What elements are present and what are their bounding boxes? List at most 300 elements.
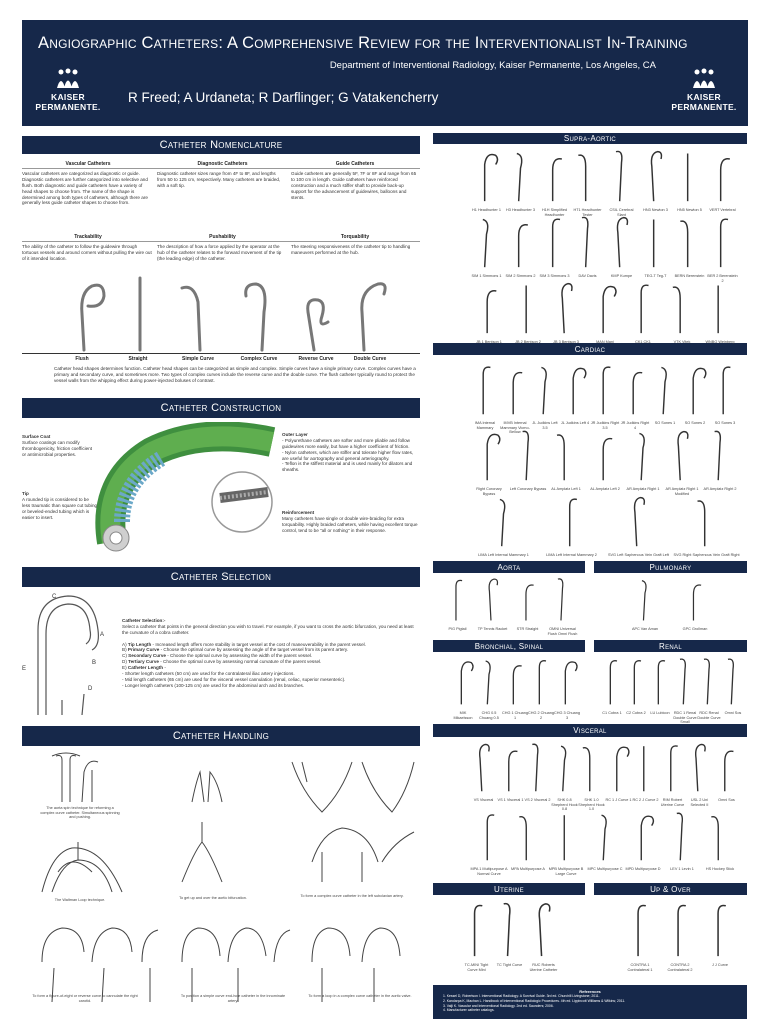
poster-header [22, 20, 748, 126]
catheter-item [470, 428, 508, 496]
catheter-shape-icon [475, 576, 510, 622]
catheter-label: C1 Cobra 1 [602, 711, 622, 715]
catheter-label: RUC Roberts Uterine Catheter [529, 963, 558, 972]
catheter-label: H3 Headhunter 3 [506, 208, 535, 212]
note-text: Many catheters have single or double wire-braiding for extra torquability. Highly braided catheters, while having excellent torque control, tend to be "all or nothing" in their response. [282, 515, 418, 533]
note-text: A rounded tip is considered to be less traumatic than square cut tubing or beveled-ended tubing which is easier to insert. [22, 496, 98, 520]
department: Department of Interventional Radiology, Kaiser Permanente, Los Angeles, CA [329, 60, 656, 71]
item-key: D) [122, 659, 127, 665]
catheter-item [673, 656, 697, 725]
catheter-item [605, 494, 672, 558]
shapes-text: Catheter head shapes determines function. Catheter head shapes can be categorized as simple and complex. Simple curves have a single primary curve. Complex curves have a primary and secondary curve, and sometimes more. Two types of complex curves include the reverse curve and the double curve. The flush catheter typically round to protect the vessel walls from the whipping effect during power-injected boluses of contrast. [54, 366, 416, 383]
catheter-label: VS Visceral [473, 798, 494, 802]
prop-heading: Trackability [74, 234, 102, 240]
catheter-shape-icon [686, 741, 713, 793]
catheter-label: VS 2 Visceral 2 [524, 798, 551, 802]
catheter-shape-icon [670, 576, 720, 622]
catheter-label: BER 2 Berenstein 2 [707, 274, 738, 283]
catheter-label: MPD Multipurpose D [625, 867, 661, 871]
catheter-label: SVG Right Saphenous Vein Graft Right [673, 553, 740, 557]
catheter-label: HS Hockey Stick [705, 867, 735, 871]
catheter-label: MAN Mani [596, 340, 614, 344]
catheter-label: MPC Multipurpose C [587, 867, 623, 871]
catheter-label: AR Amplatz Right 2 [703, 487, 737, 491]
catheter-item [509, 280, 547, 345]
catheter-item [650, 362, 680, 426]
catheter-shape-icon [639, 214, 672, 269]
figure-eight-figure [42, 928, 158, 1002]
catheter-shape-icon [648, 656, 672, 706]
up-over-figure [182, 772, 222, 882]
catheter-item [547, 280, 585, 345]
catheter-label: HN5 Newton 5 [677, 208, 702, 212]
catheter-item [673, 494, 740, 558]
catheter-item [527, 900, 560, 972]
diagram-label: D [88, 686, 93, 692]
catheter-item [701, 280, 739, 345]
catheter-label: STR Straight [516, 627, 539, 631]
catheter-label: CHG 3 Chuang 3 [554, 711, 580, 720]
catheter-item [554, 656, 580, 720]
catheter-item [440, 576, 475, 632]
note-heading: Outer Layer [282, 432, 308, 437]
catheter-shape-icon [663, 810, 701, 862]
catheter-label: H1H Simplified Headhunter [541, 208, 568, 217]
catheter-label: JR Judkins Right 4 [620, 421, 650, 430]
catheter-item [476, 656, 502, 720]
catheter-cross-section [92, 422, 282, 552]
catheter-shape-icon [663, 280, 701, 335]
catheter-label: IMVB Internal Mammary Vicmo-Bellow [500, 421, 530, 435]
catheter-label: BERN Berenstein [674, 274, 705, 278]
catheter-shape-icon [493, 900, 526, 958]
catheter-shape-icon [706, 148, 739, 203]
surface-coat-note [22, 434, 94, 458]
catheter-item [686, 741, 713, 807]
catheter-label: MPA Multipurpose A [511, 867, 545, 871]
catheter-item [538, 214, 571, 279]
catheter-shape-icon [605, 741, 632, 793]
catheter-label: JR Judkins Right 3.5 [590, 421, 620, 430]
catheter-shape-icon [476, 656, 502, 706]
catheter-shape-icon [605, 214, 638, 269]
divider [22, 353, 420, 354]
item-text: - Increased length offers more stability in target vessel at the cost of maneuverability in the parent vessel. [152, 641, 366, 647]
catheter-shape-icon [504, 148, 537, 203]
catheter-shape-icon [586, 428, 624, 482]
catheter-item [624, 810, 662, 872]
catheter-label: LIMA Left Internal Mammary 1 [478, 553, 529, 557]
catheter-label: Omni Sos [718, 798, 735, 802]
catheter-item [547, 428, 585, 492]
shape-label: Reverse Curve [298, 356, 334, 362]
catheter-shape-icon [700, 900, 740, 958]
catheter-item [624, 656, 648, 716]
catheter-label: C2 Cobra 2 [626, 711, 646, 715]
catheter-label: LU Lubicon [650, 711, 670, 715]
selection-text: Catheter Selection:- Select a catheter that points in the general direction you wish to travel. For example, if you want to cross the aortic bifurcation, you need at least the curvature of a cobra catheter. A) Tip Length - Increased length offers more stability in target vessel at the cost of maneuverability in the parent vessel. B) Primary Curve - Choose the optimal curve by assessing the angle of the target vessel from its parent artery. C) Secondary Curve - Choose the optimal curve by assessing the width of the parent vessel. D) Tertiary Curve - Choose the optimal curve by assessing normal curvature of the parent vessel. E) Catheter Length - - Shorter length catheters (50 cm) are used for the contralateral iliac artery injections. - Mid length catheters (65 cm) are used for the visceral vessel cannulation (renal, celiac, superior mesenteric). - Longer length catheters (100-125 cm) are used for the abdominal arch and its branches. [122, 618, 414, 688]
catheter-shape-icon [560, 362, 590, 416]
catheter-shape-icon [673, 148, 706, 203]
catheter-shape-icon [547, 280, 585, 335]
catheter-shape-icon [673, 494, 740, 548]
catheter-label: LEV 1 Levin 1 [670, 867, 694, 871]
catheter-shape-icon [680, 362, 710, 416]
catheter-shape-icon [620, 900, 660, 958]
reverse-curve-shape [308, 300, 328, 350]
item-key: C) [122, 653, 127, 659]
catheter-shape-icon [600, 656, 624, 706]
note-heading: Reinforcement [282, 510, 315, 515]
diagram-label: A [100, 632, 105, 638]
catheter-shape-icon [509, 280, 547, 335]
catheter-label: CONTRA 1 Contralateral 1 [627, 963, 653, 972]
reference-line: 2. Kandarpa K, Machan L. Handbook of Interventional Radiologic Procedures. 4th ed. Lippincott Williams & Wilkins; 2011. [443, 998, 626, 1003]
catheter-item [493, 900, 526, 968]
catheter-shape-icon [524, 741, 551, 793]
catheter-shape-icon [504, 214, 537, 269]
catheter-label: SO Sones 2 [684, 421, 706, 425]
catheter-item [700, 900, 740, 968]
selection-intro: Select a catheter that points in the general direction you wish to travel. For example, if you want to cross the aortic bifurcation, you need at least the curvature of a cobra catheter. [122, 623, 414, 635]
catheter-label: LIMA Left Internal Mammary 2 [546, 553, 597, 557]
catheter-shape-icon [660, 900, 700, 958]
catheter-label: VS 1 Visceral 1 [497, 798, 524, 802]
handling-caption: The Waltman Loop technique. [54, 898, 106, 902]
catheter-label: Left Coronary Bypass [509, 487, 547, 491]
catheter-item [571, 214, 604, 279]
catheter-item [450, 656, 476, 720]
catheter-label: SO Sones 1 [654, 421, 676, 425]
supra-aortic-band: Supra-Aortic [433, 133, 747, 144]
catheter-label: JL Judkins Left 3.5 [532, 421, 558, 430]
catheter-label: JB 1 Bentson 1 [476, 340, 502, 344]
catheter-label: RC 1 J Curve 1 [605, 798, 632, 802]
logo-text: KAISER PERMANENTE. [671, 92, 737, 112]
catheter-item [663, 810, 701, 872]
catheter-shape-icon [605, 148, 638, 203]
note-text: Surface coatings can modify thrombogenicity, friction coefficient or antimicrobial properties. [22, 439, 93, 457]
catheter-label: MPB Multipurpose B Large Curve [548, 867, 584, 876]
catheter-shape-icon [530, 362, 560, 416]
catheter-item [673, 148, 706, 213]
simple-curve-shape [182, 287, 200, 350]
double-curve-shape [362, 284, 385, 350]
catheter-shape-icon [721, 656, 745, 706]
catheter-item [470, 214, 503, 279]
catheter-shape-icon [547, 428, 585, 482]
catheter-item [571, 148, 604, 217]
catheter-shape-icon [538, 148, 571, 203]
note-heading: Tip [22, 491, 29, 496]
catheter-shape-icon [586, 810, 624, 862]
catheter-label: AL Amplatz Left 1 [551, 487, 581, 491]
catheter-item [660, 900, 700, 972]
catheter-shape-icon [470, 428, 508, 482]
catheter-label: PIG Pigtail [448, 627, 467, 631]
cardiac-band: Cardiac [433, 343, 747, 355]
innominate-figure [182, 928, 290, 1002]
kaiser-logo-left [28, 68, 108, 112]
catheter-item [470, 280, 508, 345]
note-heading: Surface Coat [22, 434, 51, 439]
catheter-item [659, 741, 686, 807]
catheter-item [713, 741, 740, 803]
catheter-shape-icon [528, 656, 554, 706]
catheter-item [524, 741, 551, 803]
catheter-item [586, 280, 624, 345]
authors: R Freed; A Urdaneta; R Darflinger; G Vatakencherry [128, 90, 439, 105]
catheter-shape-icon [510, 576, 545, 622]
uterine-band: Uterine [433, 883, 585, 895]
diagram-label: E [22, 666, 27, 672]
note-item: Polyurethane catheters are softer and more pliable and follow guidewires more easily, but have a higher coefficient of friction. [282, 437, 410, 449]
divider [22, 241, 420, 242]
handling-caption: The aorta spin technique for reforming a complex curve catheter. Simultaneous spinning and pushing. [40, 806, 120, 820]
item-label: Catheter Length [127, 665, 164, 670]
reinforcement-note [282, 510, 420, 534]
catheter-shape-icon [639, 148, 672, 203]
catheter-item [590, 362, 620, 430]
catheter-item [605, 148, 638, 217]
catheter-label: AL Amplatz Left 2 [590, 487, 620, 491]
handling-caption: To form a figure-of-eight or reverse curve to cannulate the right carotid. [32, 994, 138, 1003]
catheter-label: AR Amplatz Right 1 [626, 487, 660, 491]
catheter-label: RIM Robert Uterine Curve [660, 798, 685, 807]
catheter-shape-icon [500, 362, 530, 416]
catheter-item [663, 280, 701, 345]
catheter-label: TP Tennis Racket [477, 627, 508, 631]
catheter-item [624, 280, 662, 345]
catheter-label: RDC 1 Renal Double Curve Small [673, 711, 697, 725]
catheter-shape-icon [545, 576, 580, 622]
item-text: - [164, 665, 166, 670]
catheter-shape-icon [578, 741, 605, 793]
catheter-shape-icon [554, 656, 580, 706]
selection-heading: Catheter Selection:- [122, 618, 166, 623]
shape-label: Flush [75, 356, 89, 362]
construction-band: Catheter Construction [22, 398, 420, 418]
shape-label: Complex Curve [240, 356, 278, 362]
catheter-item [470, 741, 497, 803]
catheter-item [578, 741, 605, 812]
catheter-shape-icon [650, 362, 680, 416]
catheter-item [648, 656, 672, 716]
aorta-spin-figure [52, 753, 98, 802]
catheter-shape-icon [701, 810, 739, 862]
catheter-label: IMA Internal Mammary [474, 421, 496, 430]
catheter-item [670, 576, 720, 632]
item-key: B) [122, 647, 127, 653]
col-heading: Diagnostic Catheters [197, 161, 248, 167]
catheter-shape-icon [470, 214, 503, 269]
catheter-item [632, 741, 659, 803]
catheter-shape-icon [663, 428, 701, 482]
item-label: Primary Curve [127, 647, 160, 653]
catheter-label: SVG Left Saphenous Vein Graft Left [607, 553, 669, 557]
catheter-label: MPA 1 Multipurpose A Normal Curve [470, 867, 508, 876]
shape-illustrations [22, 272, 420, 352]
catheter-shape-icon [620, 362, 650, 416]
catheter-shape-icon [624, 810, 662, 862]
catheter-label: RC 2 J Curve 2 [632, 798, 659, 802]
prop-heading: Pushability [209, 234, 236, 240]
selection-diagram [22, 590, 112, 720]
references [433, 985, 747, 1019]
shape-label: Simple Curve [182, 356, 214, 362]
handling-caption: To form a complex curve catheter in the left subclavian artery. [300, 894, 404, 898]
catheter-item [605, 741, 632, 803]
catheter-item [706, 148, 739, 213]
catheter-shape-icon [571, 148, 604, 203]
kaiser-people-icon [687, 68, 721, 90]
catheter-shape-icon [547, 810, 585, 862]
catheter-shape-icon [624, 280, 662, 335]
divider [22, 168, 420, 169]
catheter-label: SIM 2 Simmons 2 [505, 274, 536, 278]
catheter-item [620, 576, 670, 632]
catheter-label: GPC Grollman [682, 627, 708, 631]
catheter-label: H1 Headhunter 1 [472, 208, 501, 212]
catheter-item [639, 148, 672, 213]
selection-band: Catheter Selection [22, 567, 420, 587]
prop-heading: Torquability [340, 234, 370, 240]
note-item: Nylon catheters, which are stiffer and tolerate higher flow rates, are useful for aortography and general arteriography. [282, 449, 414, 461]
catheter-label: DAV Davis [578, 274, 597, 278]
catheter-item [504, 148, 537, 213]
renal-band: Renal [594, 640, 747, 652]
handling-band: Catheter Handling [22, 726, 420, 746]
tip-note [22, 491, 98, 520]
catheter-shape-icon [710, 362, 740, 416]
catheter-label: AR Amplatz Right 1 Modified [665, 487, 699, 496]
catheter-label: HT1 Headhunter Tester [573, 208, 602, 217]
catheter-item [470, 494, 537, 558]
catheter-label: HN3 Newton 3 [643, 208, 668, 212]
catheter-label: JB 3 Bentson 3 [553, 340, 579, 344]
catheter-label: TEG-T Teg-T [644, 274, 667, 278]
catheter-label: SIM 1 Simmons 1 [471, 274, 502, 278]
catheter-item [639, 214, 672, 279]
catheter-shape-icon [470, 280, 508, 335]
item-key: A) [122, 641, 127, 647]
catheter-label: OMNI Universal Flush Omni Flush [547, 627, 578, 636]
item-text: - Choose the optimal curve by assessing normal curvature of the parent vessel. [160, 659, 322, 665]
catheter-label: WNBG Weinberg [705, 340, 735, 344]
reference-line: 1. Kessel D, Robertson I. Interventional Radiology: A Survival Guide. 3rd ed. Churchill Livingstone; 2011. [443, 994, 600, 999]
catheter-item [605, 214, 638, 279]
catheter-shape-icon [624, 428, 662, 482]
catheter-shape-icon [509, 428, 547, 482]
nomenclature-band: Catheter Nomenclature [22, 136, 420, 154]
catheter-shape-icon [470, 148, 503, 203]
catheter-item [470, 810, 508, 876]
catheter-shape-icon [590, 362, 620, 416]
catheter-shape-icon [586, 280, 624, 335]
catheter-item [673, 214, 706, 279]
catheter-shape-icon [470, 494, 537, 548]
catheter-item [663, 428, 701, 496]
catheter-item [721, 656, 745, 716]
catheter-item [538, 148, 571, 217]
catheter-label: USL 2 Uni Selected II [690, 798, 709, 807]
catheter-shape-icon [673, 656, 697, 706]
catheter-item [509, 810, 547, 872]
catheter-shape-icon [527, 900, 560, 958]
catheter-item [538, 494, 605, 558]
prop-text: The ability of the catheter to follow the guidewire through tortuous vessels and around corners without pulling the wire out of it intended location. [22, 244, 152, 261]
col-text: Diagnostic catheter sizes range from 4F to 8F, and lengths from 50 to 125 cm, respectively. Many catheters are braided, with a soft tip. [157, 171, 281, 188]
catheter-item [509, 428, 547, 492]
col-heading: Vascular Catheters [65, 161, 111, 167]
catheter-label: APC Van Aman [631, 627, 659, 631]
catheter-label: VERT Vertebral [709, 208, 736, 212]
catheter-shape-icon [571, 214, 604, 269]
catheter-label: CK1 CK1 [635, 340, 651, 344]
visceral-band: Visceral [433, 724, 747, 737]
handling-illustrations [22, 752, 420, 1002]
catheter-shape-icon [450, 656, 476, 706]
handling-caption: To form a loop in a complex curve catheter in the aortic valve. [308, 994, 412, 998]
catheter-label: Omni Sos [724, 711, 742, 715]
catheter-shape-icon [538, 494, 605, 548]
length-note: Mid length catheters (65 cm) are used for the visceral vessel cannulation (renal, celiac, superior mesenteric). [124, 676, 346, 682]
catheter-item [600, 656, 624, 716]
catheter-item [547, 810, 585, 876]
catheter-shape-icon [706, 214, 739, 269]
catheter-shape-icon [538, 214, 571, 269]
catheter-label: JB 2 Bentson 2 [515, 340, 541, 344]
prop-text: The steering responsiveness of the catheter tip to handling maneuvers performed at the hub. [291, 244, 411, 255]
catheter-item [500, 362, 530, 435]
pulmonary-band: Pulmonary [594, 561, 747, 573]
catheter-shape-icon [620, 576, 670, 622]
reference-line: 4. Manufacturer catheter catalogs. [443, 1008, 495, 1013]
handling-caption: To get up and over the aortic bifurcation. [179, 896, 247, 900]
catheter-shape-icon [551, 741, 578, 793]
catheter-label: TC Tight Curve [496, 963, 523, 967]
item-label: Tip Length [127, 641, 152, 647]
catheter-label: CHG 2 Chuang 2 [528, 711, 554, 720]
catheter-item [680, 362, 710, 426]
catheter-shape-icon [701, 280, 739, 335]
catheter-item [624, 428, 662, 492]
logo-text: KAISER PERMANENTE. [35, 92, 101, 112]
poster-title: Angiographic Catheters: A Comprehensive Review for the Interventionalist In-Training [38, 34, 688, 52]
catheter-label: Right Coronary Bypass [476, 487, 502, 496]
catheter-shape-icon [701, 428, 739, 482]
catheter-shape-icon [470, 810, 508, 862]
catheter-shape-icon [502, 656, 528, 706]
catheter-label: CONTRA 2 Contralateral 2 [667, 963, 693, 972]
catheter-label: SHK 0.8 Shepherd Hook 0.8 [551, 798, 578, 812]
catheter-label: CHG 0.5 Chuang 0.5 [479, 711, 499, 720]
item-label: Secondary Curve [128, 653, 166, 659]
col-text: Guide catheters are generally 5F, 7F or 8F and range from 65 to 100 cm in length. Guide catheters have reinforced construction and a much stiffer shaft to provide back-up support for the advancement of guidewires, balloons and stents. [291, 171, 417, 200]
catheter-shape-icon [509, 810, 547, 862]
catheter-shape-icon [470, 741, 497, 793]
bronchial-band: Bronchial, Spinal [433, 640, 585, 652]
catheter-label: MIK Mikaelsson [453, 711, 473, 720]
catheter-item [620, 900, 660, 972]
catheter-shape-icon [697, 656, 721, 706]
waltman-loop-figure [42, 842, 122, 892]
shape-label: Double Curve [353, 356, 387, 362]
subclavian-figure [292, 762, 414, 882]
reference-line: 3. Valji K. Vascular and Interventional Radiology. 2nd ed. Saunders; 2006. [443, 1003, 554, 1008]
catheter-item [497, 741, 524, 803]
catheter-item [460, 900, 493, 972]
